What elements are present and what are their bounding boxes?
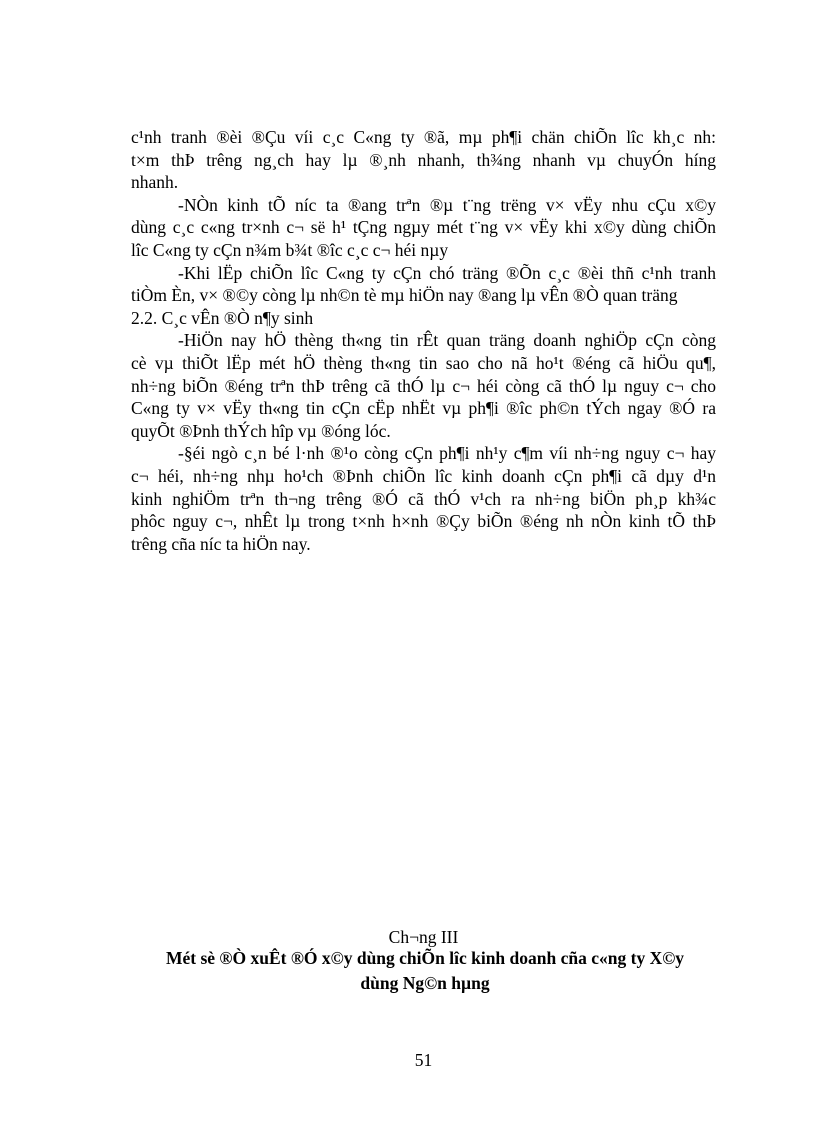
text-line: cè vµ thiÕt lËp mét hÖ thèng th«ng tin sao cho nã ho¹t ®éng cã hiÖu qu¶, bbox=[131, 352, 716, 373]
text-line: t×m thÞ trêng ng¸ch hay lµ ®¸nh nhanh, th¾ng nhanh vµ chuyÓn híng bbox=[131, 149, 716, 170]
text-line: quyÕt ®Þnh thÝch hîp vµ ®óng lóc. bbox=[131, 420, 391, 441]
section-heading: 2.2. C¸c vÊn ®Ò n¶y sinh bbox=[131, 307, 314, 328]
text-line: trêng cña níc ta hiÖn nay. bbox=[131, 533, 311, 554]
text-line: nh÷ng biÕn ®éng trªn thÞ trêng cã thÓ lµ c¬ héi còng cã thÓ lµ nguy c¬ cho bbox=[131, 375, 716, 396]
text-line: dùng c¸c c«ng tr×nh c¬ së h¹ tÇng ngµy mét t¨ng v× vËy khi x©y dùng chiÕn bbox=[131, 217, 716, 238]
text-line: c¹nh tranh ®èi ®Çu víi c¸c C«ng ty ®ã, mµ ph¶i chän chiÕn lîc kh¸c nh: bbox=[131, 127, 716, 147]
chapter-title-line: Mét sè ®Ò xuÊt ®Ó x©y dùng chiÕn lîc kinh doanh cña c«ng ty X©y bbox=[165, 948, 685, 968]
text-line: kinh nghiÖm trªn th¬ng trêng ®Ó cã thÓ v¹ch ra nh÷ng biÖn ph¸p kh¾c bbox=[131, 488, 716, 509]
text-line: tiÒm Èn, v× ®©y còng lµ nh©n tè mµ hiÖn nay ®ang lµ vÊn ®Ò quan träng bbox=[131, 285, 678, 306]
text-line: -Khi lËp chiÕn lîc C«ng ty cÇn chó träng ®Õn c¸c ®èi thñ c¹nh tranh bbox=[178, 262, 716, 283]
text-line: nhanh. bbox=[131, 172, 179, 193]
text-line: -HiÖn nay hÖ thèng th«ng tin rÊt quan träng doanh nghiÖp cÇn còng bbox=[178, 330, 716, 351]
chapter-label: Ch¬ng III bbox=[388, 927, 459, 947]
text-line: lîc C«ng ty cÇn n¾m b¾t ®îc c¸c c¬ héi nµy bbox=[131, 239, 449, 260]
text-line: c¬ héi, nh÷ng nhµ ho¹ch ®Þnh chiÕn lîc kinh doanh cÇn ph¶i cã dµy d¹n bbox=[131, 465, 716, 486]
text-line: phôc nguy c¬, nhÊt lµ trong t×nh h×nh ®Çy biÕn ®éng nh nÒn kinh tÕ thÞ bbox=[131, 511, 716, 532]
text-line: -§éi ngò c¸n bé l·nh ®¹o còng cÇn ph¶i nh¹y c¶m víi nh÷ng nguy c¬ hay bbox=[178, 443, 716, 464]
text-line: C«ng ty v× vËy th«ng tin cÇn cËp nhËt vµ ph¶i ®îc ph©n tÝch ngay ®Ó ra bbox=[131, 398, 716, 419]
page-number: 51 bbox=[414, 1050, 433, 1070]
chapter-title-line: dùng Ng©n hµng bbox=[360, 973, 490, 993]
text-line: -NÒn kinh tÕ níc ta ®ang trªn ®µ t¨ng trëng v× vËy nhu cÇu x©y bbox=[178, 194, 716, 215]
body-text bbox=[131, 126, 716, 555]
chapter-title bbox=[120, 946, 730, 996]
